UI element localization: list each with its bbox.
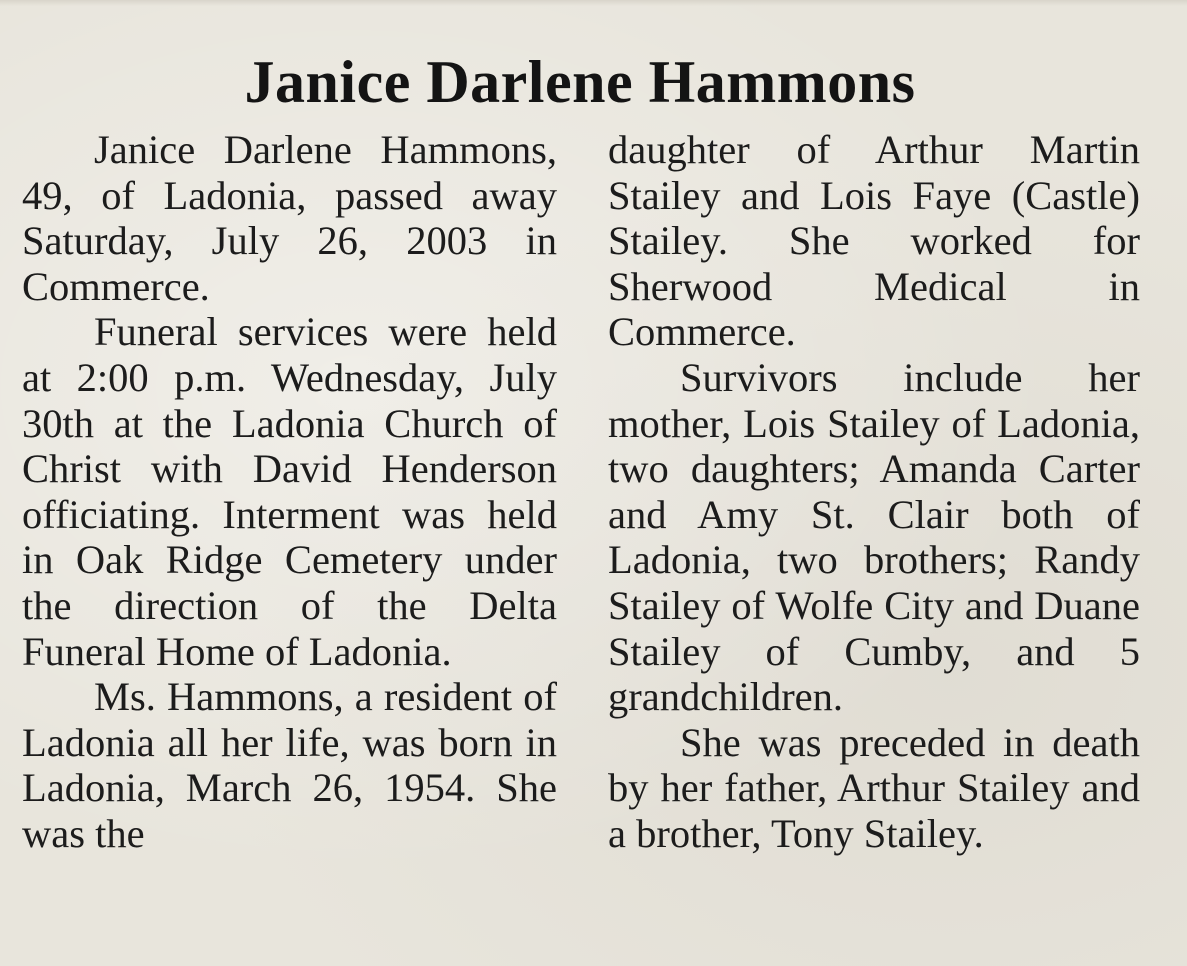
obituary-headline: Janice Darlene Hammons xyxy=(244,49,916,115)
paragraph-services: Funeral services were held at 2:00 p.m. Wednesday, July 30th at the Ladonia Church of Christ with David Henderson officiating. Interment was held in Oak Ridge Cemetery under the direction of the Delta Funeral Home of Ladonia. xyxy=(22,309,557,674)
paragraph-preceded: She was preceded in death by her father, Arthur Stailey and a brother, Tony Stailey. xyxy=(608,719,1140,856)
paragraph-announcement: Janice Darlene Hammons, 49, of Ladonia, passed away Saturday, July 26, 2003 in Commerce. xyxy=(22,127,557,309)
paragraph-survivors: Survivors include her mother, Lois Stailey of Ladonia, two daughters; Amanda Carter and Amy St. Clair both of Ladonia, two brothers; Randy Stailey of Wolfe City and Duane Stailey of Cumby, and 5 grandchildren. xyxy=(608,354,1140,720)
right-column xyxy=(608,127,1140,857)
paragraph-biography-continued: daughter of Arthur Martin Stailey and Lois Faye (Castle) Stailey. She worked for Sherwood Medical in Commerce. xyxy=(608,127,1140,355)
paragraph-biography: Ms. Hammons, a resident of Ladonia all her life, was born in Ladonia, March 26, 1954. She was the xyxy=(22,674,557,856)
left-column xyxy=(22,127,557,857)
torn-top-edge xyxy=(0,0,1187,6)
